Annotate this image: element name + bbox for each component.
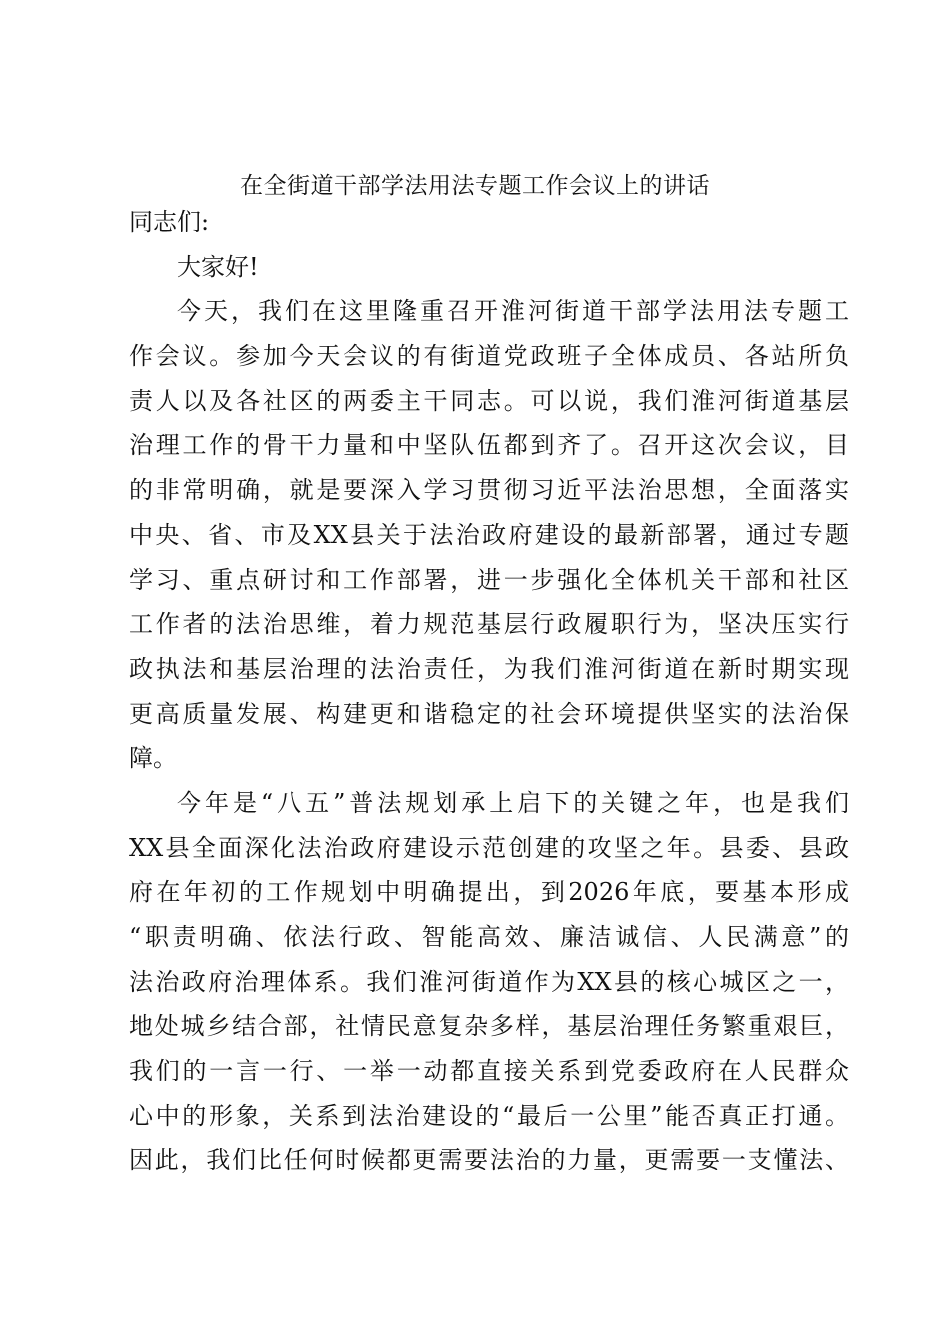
paragraph-line: 我们的一言一行、一举一动都直接关系到党委政府在人民群众 <box>129 1057 849 1086</box>
paragraph-line: 法治政府治理体系。我们淮河街道作为XX县的核心城区之一， <box>129 967 849 996</box>
paragraph-line: 责人以及各社区的两委主干同志。可以说，我们淮河街道基层 <box>129 386 849 415</box>
paragraph-line: 政执法和基层治理的法治责任，为我们淮河街道在新时期实现 <box>129 654 849 683</box>
salutation: 同志们: <box>129 208 210 236</box>
paragraph-line: 今年是“八五”普法规划承上启下的关键之年，也是我们 <box>177 788 849 817</box>
greeting: 大家好! <box>177 252 259 281</box>
paragraph-line: 府在年初的工作规划中明确提出，到2026年底，要基本形成 <box>129 878 849 907</box>
paragraph-line: 学习、重点研讨和工作部署，进一步强化全体机关干部和社区 <box>129 565 849 594</box>
paragraph-line: XX县全面深化法治政府建设示范创建的攻坚之年。县委、县政 <box>129 833 849 862</box>
paragraph-line: 治理工作的骨干力量和中坚队伍都到齐了。召开这次会议，目 <box>129 431 849 460</box>
document-body <box>129 200 849 1183</box>
paragraph-line: 因此，我们比任何时候都更需要法治的力量，更需要一支懂法、 <box>129 1146 849 1175</box>
paragraph-2 <box>129 781 849 1183</box>
paragraph-line: 障。 <box>129 744 177 773</box>
paragraph-1 <box>129 289 849 781</box>
paragraph-line: 工作者的法治思维，着力规范基层行政履职行为，坚决压实行 <box>129 610 849 639</box>
paragraph-line: 中央、省、市及XX县关于法治政府建设的最新部署，通过专题 <box>129 520 849 549</box>
paragraph-line: “职责明确、依法行政、智能高效、廉洁诚信、人民满意”的 <box>129 923 849 951</box>
paragraph-line: 今天，我们在这里隆重召开淮河街道干部学法用法专题工 <box>177 297 849 326</box>
paragraph-line: 地处城乡结合部，社情民意复杂多样，基层治理任务繁重艰巨， <box>129 1012 849 1041</box>
paragraph-line: 心中的形象，关系到法治建设的“最后一公里”能否真正打通。 <box>129 1101 849 1130</box>
paragraph-line: 的非常明确，就是要深入学习贯彻习近平法治思想，全面落实 <box>129 476 849 505</box>
paragraph-line: 更高质量发展、构建更和谐稳定的社会环境提供坚实的法治保 <box>129 699 849 728</box>
document-title: 在全街道干部学法用法专题工作会议上的讲话 <box>240 173 710 199</box>
paragraph-line: 作会议。参加今天会议的有街道党政班子全体成员、各站所负 <box>129 342 849 371</box>
